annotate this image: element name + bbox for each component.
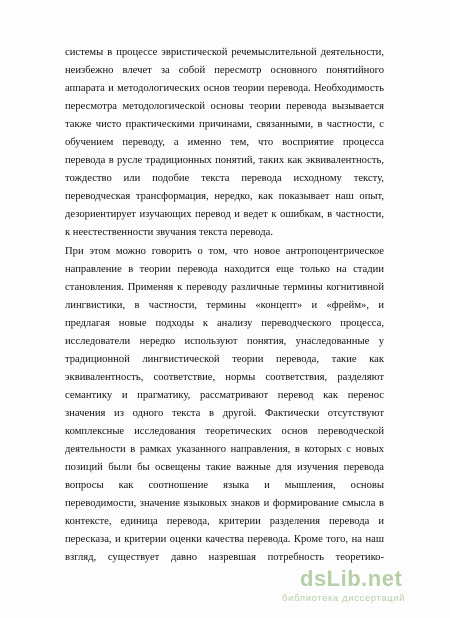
text-line: аппарата и методологических основ теории перевода. Необходимость	[65, 83, 384, 94]
text-line: деятельности в рамках указанного направления, в которых с новых	[65, 444, 384, 455]
watermark-logo	[282, 566, 432, 608]
text-line: исследователи нередко используют понятия, унаследованные у	[65, 336, 384, 347]
text-line: позиций были бы освещены такие важные для изучения перевода	[65, 462, 384, 473]
text-line: значения из одного текста в другой. Фактически отсутствуют	[65, 408, 384, 419]
text-line: тождество или подобие текста перевода исходному тексту,	[65, 173, 384, 184]
text-line: контексте, единица перевода, критерии разделения перевода и	[65, 516, 384, 527]
text-line: традиционной лингвистической теории перевода, такие как	[65, 354, 384, 365]
text-line: переводимости, значение языковых знаков и формирование смысла в	[65, 498, 384, 509]
text-line: также чисто практическими причинами, связанными, в частности, с	[65, 119, 384, 130]
text-line: лингвистики, в частности, термины «концепт» и «фрейм», и	[65, 300, 384, 311]
text-line: системы в процессе эвристической речемыслительной деятельности,	[65, 47, 384, 58]
text-line: семантику и прагматику, рассматривают перевод как перенос	[65, 390, 384, 401]
text-line: дезориентирует изучающих перевод и ведет к ошибкам, в частности,	[65, 209, 384, 220]
text-line: становления. Применяя к переводу различные термины когнитивной	[65, 282, 384, 293]
watermark-name: dsLib.net	[300, 566, 403, 591]
text-line: эквивалентность, соответствие, нормы соответствия, разделяют	[65, 372, 384, 383]
text-line: вопросы как соотношение языка и мышления, основы	[65, 480, 384, 491]
watermark-subtitle: библиотека диссертаций	[282, 593, 405, 604]
text-line: взгляд, существует давно назревшая потребность теоретико-	[65, 552, 384, 563]
text-line: переводческая трансформация, нередко, как показывает наш опыт,	[65, 191, 384, 202]
text-line: перевода в русле традиционных понятий, таких как эквивалентность,	[65, 155, 384, 166]
text-line: пересказа, и критерии оценки качества перевода. Кроме того, на наш	[65, 534, 384, 545]
text-line: комплексные исследования теоретических основ переводческой	[65, 426, 384, 437]
text-line: к неестественности звучания текста перевода.	[65, 227, 274, 238]
text-line: предлагая новые подходы к анализу переводческого процесса,	[65, 318, 384, 329]
text-line: пересмотра методологической основы теории перевода вызывается	[65, 101, 384, 112]
text-line: обучением переводу, а именно тем, что восприятие процесса	[65, 137, 384, 148]
text-line: неизбежно влечет за собой пересмотр основного понятийного	[65, 65, 384, 76]
text-line: При этом можно говорить о том, что новое антропоцентрическое	[65, 246, 384, 257]
text-line: направление в теории перевода находится еще только на стадии	[65, 264, 384, 275]
